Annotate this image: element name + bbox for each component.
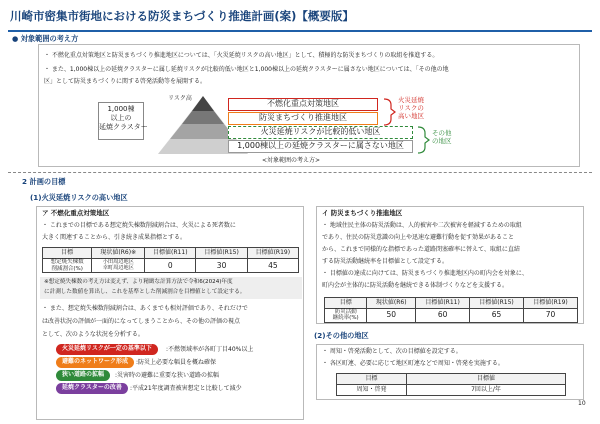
label-other: その他 の地区 <box>432 129 452 146</box>
risk-high-label: リスク高 <box>168 95 192 102</box>
page-title: 川崎市密集市街地における防災まちづくり推進計画(案)【概要版】 <box>10 9 354 23</box>
page-number: 10 <box>578 400 586 407</box>
pill-network-text: :防災上必要な幅員を概ね確保 <box>136 359 217 366</box>
a-text-1: ・ これまでの目標である想定焼失棟数削減割合は、火災による死者数に <box>42 222 236 229</box>
i-text-3: から、これまで同様的な指標であった道路閉塞確率に替えて、取組に直結 <box>322 246 520 253</box>
other-text-2: ・ 各区町連、必要に応じて地区町連などで周知・啓発を実施する。 <box>322 360 504 367</box>
table-a-row-label: 想定焼失棟数 削減割合(%) <box>43 259 92 273</box>
i-text-2: であり、住民の防災意識の向上や迅速な避難行動を促す効果があること <box>322 234 515 241</box>
table-i-header: 目標値(R15) <box>470 298 524 309</box>
pill-fire-risk-text: :不燃領域率が各町丁目40%以上 <box>166 346 254 353</box>
table-a-cell: 45 <box>247 259 298 273</box>
scope-heading: ● 対象範囲の考え方 <box>12 34 79 43</box>
scope-caption: <対象範囲の考え方> <box>262 157 321 164</box>
a-note-2: に計測した数値を算出し、これを基準とした削減割合を目標値として設定する。 <box>44 289 246 295</box>
bracket-other <box>416 126 430 154</box>
pill-cluster: 延焼クラスターの改善 <box>56 383 128 394</box>
a-text2-2: は改善状況の評価が一面的になってしまうことから、その他の評価の視点 <box>42 318 241 325</box>
a-text2-3: として、次のような状況を分析する。 <box>42 331 144 338</box>
table-i-cell: 60 <box>416 309 470 323</box>
box-i-title: イ 防災まちづくり推進地区 <box>322 209 403 217</box>
bracket-high <box>382 98 396 126</box>
table-i-cell: 50 <box>367 309 416 323</box>
a-text2-1: ・ また、想定焼失棟数削減割合は、あくまでも相対評価であり、それだけで <box>42 305 248 312</box>
scope-bullet-2: ・ また、1,000棟以上の延焼クラスターに属し延焼リスクが比較的低い地区と1,000棟以上の延焼クラスターに属さない地区については、「その他の地 <box>44 66 449 73</box>
i-text-4: する防災活動継続率を目標値として設定する。 <box>322 258 449 265</box>
pill-fire-risk: 火災延焼リスクが一定の基準以下 <box>56 344 158 355</box>
cluster-box: 1,000棟 以上の 延焼クラスター <box>98 102 144 140</box>
pill-road: 狭い道路の拡幅 <box>56 370 110 381</box>
table-a-header: 現状値(R6)※ <box>92 248 145 259</box>
level-1: 不燃化重点対策地区 <box>228 98 378 111</box>
divider <box>8 172 592 173</box>
table-i-header: 目標 <box>325 298 367 309</box>
table-i <box>324 297 578 323</box>
i-text-6: 町内会が主体的に防災活動を継続できる体制づくりなどを支援する。 <box>322 282 509 289</box>
table-a-cell: 0 <box>145 259 196 273</box>
label-high-risk: 火災延焼 リスクの 高い地区 <box>398 96 424 121</box>
pill-network: 避難のネットワーク形成 <box>56 357 134 368</box>
a-note-1: ※想定焼失棟数の考え方は変えず、より精緻な計算方法で令和6(2024)年度 <box>44 279 233 285</box>
i-text-5: ・ 目標値の達成に向けては、防災まちづくり推進地区内の町内会を対象に、 <box>322 270 528 277</box>
table-a-cell: 小田周辺地区 幸町周辺地区 <box>92 259 145 273</box>
section2-heading: 2 計画の目標 <box>22 177 66 186</box>
level-2: 防災まちづくり推進地区 <box>228 112 378 125</box>
sub1-heading: (1)火災延焼リスクの高い地区 <box>30 193 128 202</box>
table-i-cell: 70 <box>524 309 578 323</box>
table-i-header: 目標値(R19) <box>524 298 578 309</box>
pill-road-text: :災害時の避難に重要な狭い道路の拡幅 <box>115 372 220 379</box>
table-other-cell: 7回以上/年 <box>407 385 566 396</box>
table-other <box>336 373 566 396</box>
sub2-heading: (2)その他の地区 <box>314 331 369 340</box>
table-a-header: 目標値(R11) <box>145 248 196 259</box>
table-a-header: 目標値(R15) <box>196 248 247 259</box>
level-3: 火災延焼リスクが比較的低い地区 <box>228 126 413 139</box>
box-a-title: ア 不燃化重点対策地区 <box>42 209 110 217</box>
table-a-cell: 30 <box>196 259 247 273</box>
a-text-2: 大きく関連することから、引き続き成果指標とする。 <box>42 234 187 241</box>
table-a-header: 目標 <box>43 248 92 259</box>
table-i-header: 現状値(R6) <box>367 298 416 309</box>
pill-cluster-text: :平成21年度調査被害想定と比較して減少 <box>130 385 242 392</box>
table-other-header: 目標 <box>337 374 407 385</box>
table-other-header: 目標値 <box>407 374 566 385</box>
other-text-1: ・ 周知・啓発活動として、次の目標値を設定する。 <box>322 348 462 355</box>
table-other-cell: 周知・啓発 <box>337 385 407 396</box>
table-i-row-label: 防災活動 継続率(%) <box>325 309 367 323</box>
scope-bullet-3: 区」として防災まちづくりに関する啓発活動等を展開する。 <box>44 78 206 85</box>
level-4: 1,000棟以上の延焼クラスターに属さない地区 <box>228 140 413 153</box>
title-bar <box>8 6 592 32</box>
i-text-1: ・ 地域住民主体の防災活動は、人的被害や二次被害を軽減するための取組 <box>322 222 522 229</box>
table-a <box>42 247 299 273</box>
scope-bullet-1: ・ 不燃化重点対策地区と防災まちづくり推進地区については、「火災延焼リスクの高い地区」として、積極的な防災まちづくりの取組を推進する。 <box>44 52 439 59</box>
table-i-cell: 65 <box>470 309 524 323</box>
table-i-header: 目標値(R11) <box>416 298 470 309</box>
table-a-header: 目標値(R19) <box>247 248 298 259</box>
